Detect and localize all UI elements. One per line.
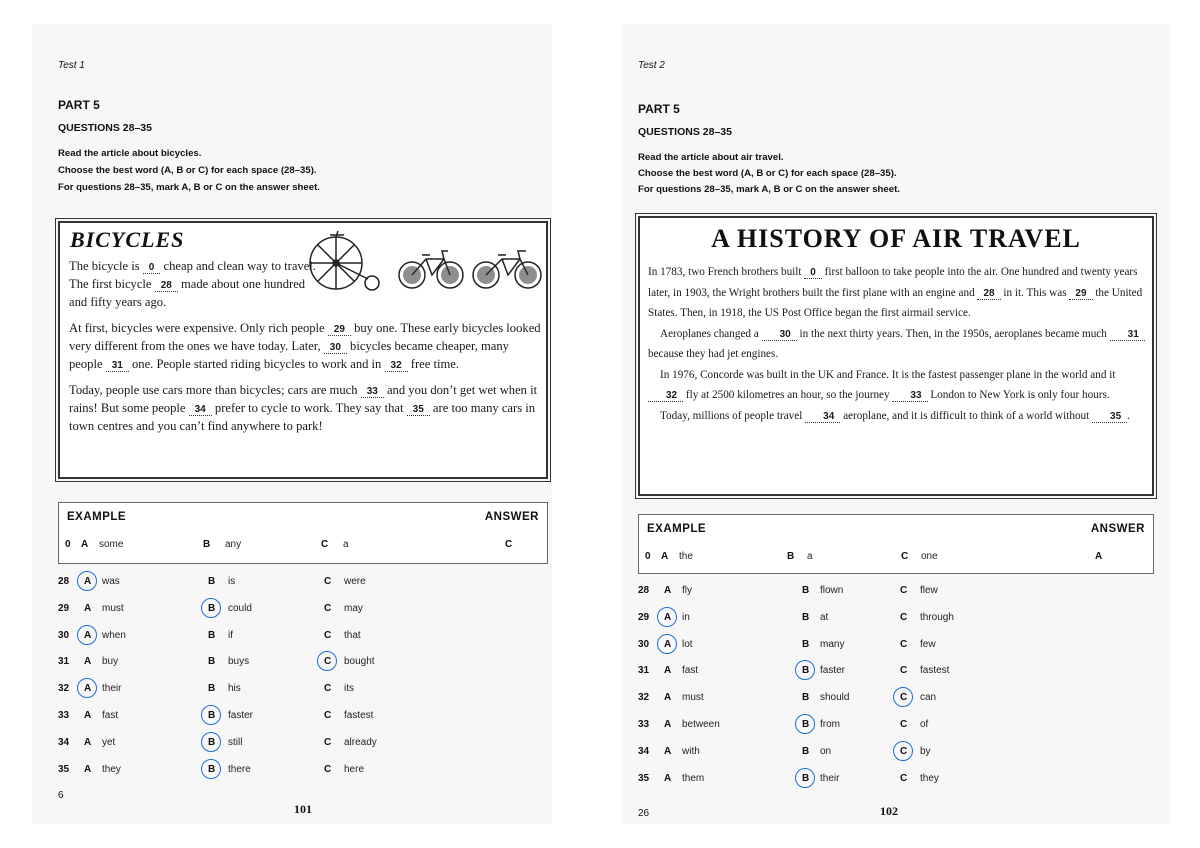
option-a: them <box>682 772 705 784</box>
option-a: fly <box>682 585 692 596</box>
gap-marker: 35 <box>1092 411 1127 423</box>
option-letter-b: B <box>802 585 810 596</box>
option-c: its <box>344 683 354 695</box>
option-letter-c: C <box>900 665 908 677</box>
option-b: faster <box>820 665 846 677</box>
part-heading: PART 5 <box>58 98 100 112</box>
example-box <box>58 502 548 564</box>
page-right <box>622 24 1170 824</box>
question-number: 28 <box>58 576 70 587</box>
option-letter-a: A <box>661 551 669 562</box>
article-title: BICYCLES <box>70 227 185 252</box>
instruction: Choose the best word (A, B or C) for each space (28–35). <box>58 165 317 176</box>
option-b: if <box>228 629 233 641</box>
option-letter-b: B <box>208 763 216 775</box>
article-paragraph: In 1783, two French brothers built 0 first balloon to take people into the air. One hundred and twenty years later, in 1903, the Wright brothers built the first plane with an engine and 28 in it. This was 29 the United States. Then, in 1918, the US Post Office began the first airmail service. <box>648 266 1143 319</box>
example-heading: EXAMPLE <box>67 511 127 523</box>
article-body <box>648 262 1148 426</box>
page-number: 102 <box>880 804 898 818</box>
option-row <box>58 603 578 617</box>
gap-marker: 29 <box>1069 288 1092 300</box>
option-b: flown <box>820 585 844 596</box>
question-number: 29 <box>58 602 70 614</box>
option-c: may <box>344 602 363 614</box>
option-b: at <box>820 611 829 623</box>
answer-circle-mark <box>893 687 913 707</box>
gap-marker: 31 <box>1110 329 1145 341</box>
answer-circle-mark <box>201 598 221 618</box>
answer-circle-mark <box>795 768 815 788</box>
option-row <box>638 746 1186 760</box>
question-number: 32 <box>58 683 70 695</box>
option-letter-b: B <box>787 551 795 562</box>
option-c: flew <box>920 585 938 596</box>
option-a: was <box>102 576 120 587</box>
option-letter-a: A <box>84 656 92 668</box>
option-letter-c: C <box>324 576 332 587</box>
option-c: by <box>920 745 931 757</box>
option-b: there <box>228 763 251 775</box>
option-letter-c: C <box>321 539 329 550</box>
option-letter-b: B <box>802 665 810 677</box>
option-b: buys <box>228 656 250 668</box>
option-letter-b: B <box>802 692 810 704</box>
instruction: Choose the best word (A, B or C) for each space (28–35). <box>638 168 897 179</box>
option-b: faster <box>228 710 254 721</box>
option-a: yet <box>102 736 116 748</box>
article-paragraph: The bicycle is 0 cheap and clean way to travel. The first bicycle 28 made about one hundred and fifty years ago. <box>69 259 316 309</box>
answer-heading: ANSWER <box>1090 523 1145 535</box>
option-letter-c: C <box>324 629 332 641</box>
option-row <box>58 710 578 724</box>
option-row <box>638 692 1186 706</box>
option-letter-b: B <box>208 576 216 587</box>
option-a: their <box>102 683 122 695</box>
option-letter-c: C <box>900 719 908 730</box>
option-c: bought <box>344 656 375 668</box>
answer-circle-mark <box>77 571 97 591</box>
answer-circle-mark <box>201 705 221 725</box>
answer-circle-mark <box>893 741 913 761</box>
question-number: 31 <box>638 665 650 677</box>
option-letter-a: A <box>664 638 672 650</box>
answer-circle-mark <box>795 714 815 734</box>
article-paragraph: Aeroplanes changed a 30 in the next thirty years. Then, in the 1950s, aeroplanes became much 31 because they had jet engines. <box>648 324 1148 365</box>
question-number: 34 <box>638 745 650 757</box>
option-letter-b: B <box>802 772 810 784</box>
article-paragraph: Today, people use cars more than bicycles; cars are much 33 and you don’t get wet when it rains! But some people 34 prefer to cycle to work. They say that 35 are too many cars in town centres and you can’t find anywhere to park! <box>69 383 538 433</box>
option-row <box>638 612 1186 626</box>
instruction: Read the article about bicycles. <box>58 148 202 159</box>
question-number: 35 <box>58 763 70 775</box>
gap-marker: 30 <box>762 329 797 341</box>
option-b: on <box>820 745 832 757</box>
article-paragraph: Today, millions of people travel 34 aeroplane, and it is difficult to think of a world without 35 . <box>660 409 1130 422</box>
example-heading: EXAMPLE <box>647 523 707 535</box>
option-c: already <box>344 736 377 748</box>
option-row <box>58 764 578 778</box>
example-option-a: the <box>679 551 693 562</box>
questions-heading: QUESTIONS 28–35 <box>58 122 152 134</box>
option-letter-a: A <box>84 683 92 695</box>
option-b: many <box>820 638 845 650</box>
option-letter-a: A <box>664 611 672 623</box>
option-letter-c: C <box>324 602 332 614</box>
option-row <box>58 683 578 697</box>
option-letter-a: A <box>81 539 89 550</box>
option-b: should <box>820 692 850 704</box>
option-letter-b: B <box>208 683 216 695</box>
question-number: 30 <box>58 629 70 641</box>
gap-marker: 35 <box>407 404 430 416</box>
article-title: A HISTORY OF AIR TRAVEL <box>711 224 1081 253</box>
option-letter-a: A <box>84 602 92 614</box>
answer-circle-mark <box>201 732 221 752</box>
gap-marker: 32 <box>385 360 408 372</box>
option-b: from <box>820 719 840 730</box>
article-paragraph: In 1976, Concorde was built in the UK and France. It is the fastest passenger plane in the world and it 32 fly at 2500 kilometres an hour, so the journey 33 London to New York is only four hours. <box>648 365 1148 406</box>
option-a: lot <box>682 638 693 650</box>
option-letter-a: A <box>84 576 92 587</box>
answer-heading: ANSWER <box>484 511 539 523</box>
question-number: 33 <box>638 719 650 730</box>
option-letter-c: C <box>900 772 908 784</box>
gap-marker: 34 <box>189 404 212 416</box>
article-body <box>69 257 541 443</box>
option-a: in <box>682 611 690 623</box>
option-row <box>58 737 578 751</box>
option-letter-b: B <box>208 629 216 641</box>
option-row <box>58 630 578 644</box>
option-b: still <box>228 736 243 748</box>
option-letter-b: B <box>208 602 216 614</box>
option-c: through <box>920 611 954 623</box>
gap-marker: 34 <box>805 411 840 423</box>
example-number: 0 <box>645 551 651 562</box>
option-letter-a: A <box>664 772 672 784</box>
option-c: they <box>920 772 939 784</box>
question-number: 28 <box>638 585 650 596</box>
option-letter-a: A <box>664 585 672 596</box>
answer-circle-mark <box>657 634 677 654</box>
example-number: 0 <box>65 539 71 550</box>
option-row <box>638 585 1186 599</box>
gap-marker: 0 <box>804 267 822 279</box>
answer-circle-mark <box>77 625 97 645</box>
option-letter-c: C <box>900 745 908 757</box>
option-a: fast <box>682 665 699 677</box>
option-c: few <box>920 638 936 650</box>
instruction: For questions 28–35, mark A, B or C on the answer sheet. <box>58 182 320 193</box>
example-answer: A <box>1095 551 1103 562</box>
option-letter-a: A <box>84 736 92 748</box>
option-a: fast <box>102 710 119 721</box>
example-option-b: a <box>807 551 813 562</box>
option-letter-c: C <box>901 551 909 562</box>
option-c: were <box>344 576 366 587</box>
option-letter-b: B <box>802 719 810 730</box>
gap-marker: 0 <box>143 262 161 274</box>
option-letter-c: C <box>900 585 908 596</box>
option-letter-b: B <box>208 736 216 748</box>
option-c: of <box>920 719 929 730</box>
option-letter-c: C <box>900 638 908 650</box>
option-letter-c: C <box>324 763 332 775</box>
option-letter-a: A <box>84 629 92 641</box>
gap-marker: 29 <box>328 324 351 336</box>
option-a: must <box>682 692 704 704</box>
corner-page-number: 26 <box>638 808 650 819</box>
example-option-c: one <box>921 551 938 562</box>
instruction: Read the article about air travel. <box>638 152 784 163</box>
option-c: fastest <box>344 710 374 721</box>
gap-marker: 30 <box>324 342 347 354</box>
option-a: they <box>102 763 121 775</box>
answer-circle-mark <box>77 678 97 698</box>
option-letter-b: B <box>802 611 810 623</box>
question-number: 30 <box>638 638 650 650</box>
answer-circle-mark <box>317 651 337 671</box>
option-row <box>58 656 578 670</box>
option-c: can <box>920 692 937 704</box>
gap-marker: 33 <box>892 390 927 402</box>
option-letter-c: C <box>900 692 908 704</box>
answer-circle-mark <box>657 607 677 627</box>
option-letter-c: C <box>324 736 332 748</box>
option-row <box>638 773 1186 787</box>
questions-heading: QUESTIONS 28–35 <box>638 126 732 138</box>
gap-marker: 28 <box>155 280 178 292</box>
option-c: that <box>344 629 361 641</box>
option-letter-b: B <box>802 638 810 650</box>
option-row <box>58 576 578 590</box>
option-b: could <box>228 602 252 614</box>
corner-page-number: 6 <box>58 790 64 801</box>
option-row <box>638 719 1186 733</box>
option-letter-b: B <box>208 710 216 721</box>
option-b: their <box>820 772 840 784</box>
option-letter-c: C <box>324 710 332 721</box>
question-number: 31 <box>58 656 70 668</box>
page-left <box>32 24 552 824</box>
option-b: is <box>228 576 236 587</box>
article-box <box>638 216 1154 496</box>
question-number: 35 <box>638 772 650 784</box>
option-letter-a: A <box>664 665 672 677</box>
option-letter-b: B <box>208 656 216 668</box>
option-a: between <box>682 719 720 730</box>
instruction: For questions 28–35, mark A, B or C on the answer sheet. <box>638 184 900 195</box>
option-letter-c: C <box>324 656 332 668</box>
example-answer: C <box>505 539 513 550</box>
test-label: Test 1 <box>58 60 85 71</box>
gap-marker: 32 <box>648 390 683 402</box>
option-a: with <box>682 745 700 757</box>
option-letter-b: B <box>802 745 810 757</box>
part-heading: PART 5 <box>638 102 680 116</box>
gap-marker: 33 <box>361 386 384 398</box>
option-a: when <box>102 629 126 641</box>
example-box <box>638 514 1154 574</box>
article-box <box>58 221 548 479</box>
option-a: buy <box>102 656 119 668</box>
option-letter-a: A <box>84 710 92 721</box>
option-letter-a: A <box>664 692 672 704</box>
option-letter-c: C <box>900 611 908 623</box>
option-letter-a: A <box>84 763 92 775</box>
option-c: here <box>344 763 365 775</box>
option-letter-b: B <box>203 539 211 550</box>
question-number: 32 <box>638 692 650 704</box>
option-a: must <box>102 602 124 614</box>
example-option-b: any <box>225 539 242 550</box>
option-row <box>638 665 1186 679</box>
question-number: 29 <box>638 611 650 623</box>
question-number: 33 <box>58 710 70 721</box>
option-letter-a: A <box>664 719 672 730</box>
option-row <box>638 639 1186 653</box>
answer-circle-mark <box>201 759 221 779</box>
page-number: 101 <box>294 802 312 816</box>
gap-marker: 28 <box>977 288 1000 300</box>
option-letter-a: A <box>664 745 672 757</box>
option-b: his <box>228 683 241 695</box>
option-c: fastest <box>920 665 950 677</box>
example-option-a: some <box>99 539 124 550</box>
example-option-c: a <box>343 539 349 550</box>
test-label: Test 2 <box>638 60 665 71</box>
option-letter-c: C <box>324 683 332 695</box>
answer-circle-mark <box>795 660 815 680</box>
question-number: 34 <box>58 736 70 748</box>
article-paragraph: At first, bicycles were expensive. Only rich people 29 buy one. These early bicycles looked very different from the ones we have today. Later, 30 bicycles became cheaper, many people 31 one. People started riding bicycles to work and in 32 free time. <box>69 321 541 371</box>
gap-marker: 31 <box>106 360 129 372</box>
